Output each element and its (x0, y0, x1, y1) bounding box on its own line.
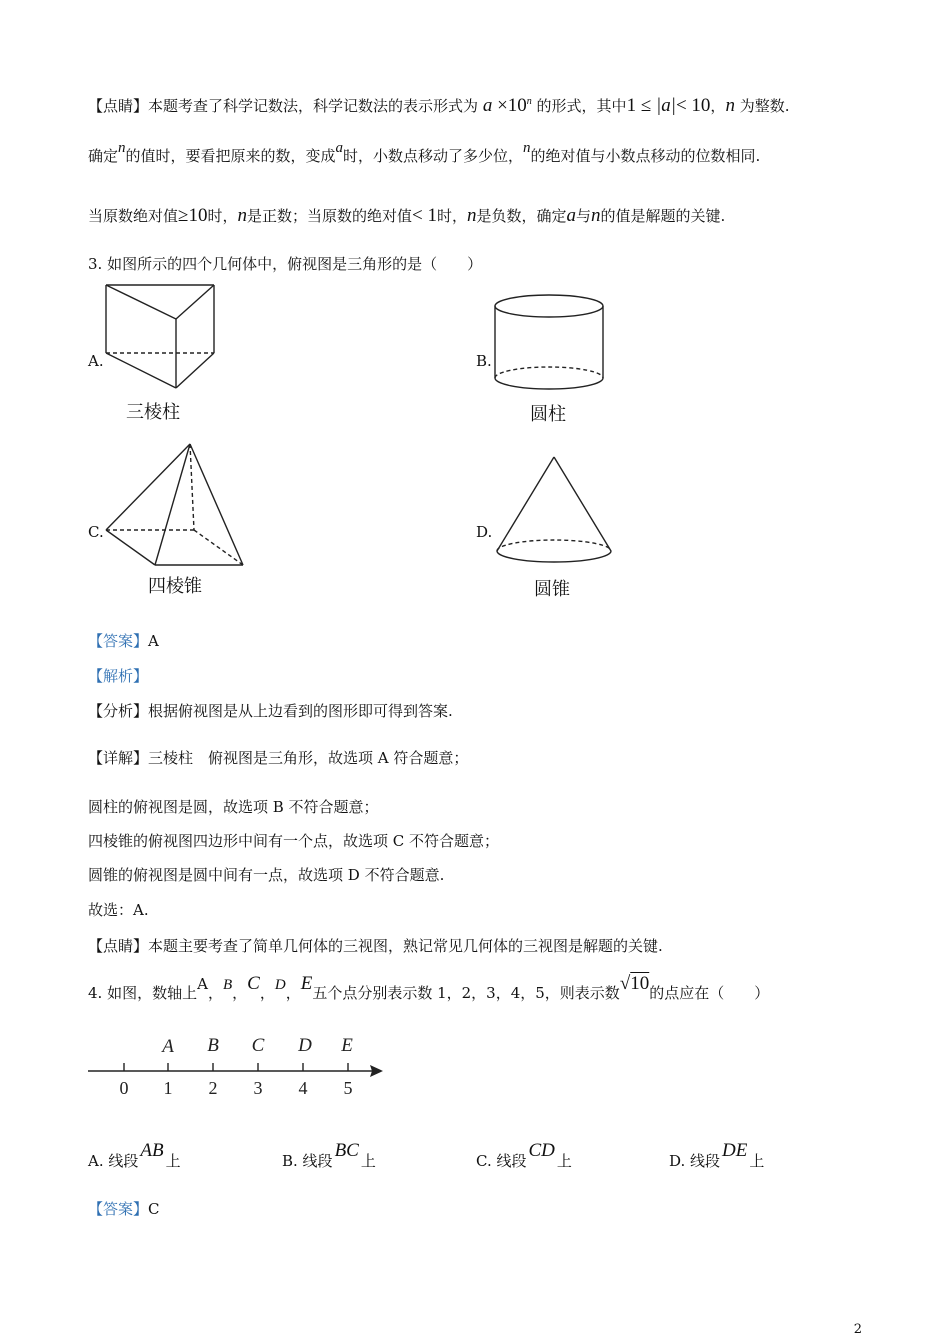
point-label-d: D (298, 1035, 312, 1056)
note-line-3: 当原数绝对值≥10时，n是正数；当原数的绝对值< 1时，n是负数，确定a与n的值是解题的关键. (88, 205, 726, 226)
tick-label-1: 1 (163, 1078, 173, 1098)
figure-c-caption: 四棱锥 (148, 576, 202, 597)
q3-choose: 故选：A. (88, 901, 149, 919)
figure-d-caption: 圆锥 (534, 579, 570, 600)
q3-xiangjie: 【详解】三棱柱 俯视图是三角形，故选项 A 符合题意； (88, 749, 469, 767)
q3-dianjing: 【点睛】本题主要考查了简单几何体的三视图，熟记常见几何体的三视图是解题的关键. (88, 937, 663, 955)
q3-analysis-tag: 【解析】 (88, 667, 149, 685)
figure-b-caption: 圆柱 (530, 404, 566, 425)
q4-option-b[interactable]: B. 线段 BC 上 (282, 1140, 376, 1170)
q3-stem: 3. 如图所示的四个几何体中，俯视图是三角形的是（ ） (88, 255, 483, 273)
point-label-e: E (341, 1035, 353, 1056)
q4-option-d[interactable]: D. 线段 DE 上 (669, 1140, 765, 1170)
figure-c-letter: C. (88, 523, 104, 541)
tick-label-3: 3 (253, 1078, 263, 1098)
page-number: 2 (853, 1322, 862, 1337)
tick-label-2: 2 (208, 1078, 218, 1098)
point-label-c: C (251, 1035, 265, 1056)
q3-fenxi: 【分析】根据俯视图是从上边看到的图形即可得到答案. (88, 702, 453, 720)
q4-stem: 4. 如图，数轴上A，B，C，D，E五个点分别表示数 1，2，3，4，5，则表示数√10的点应在（ ） (88, 973, 770, 1002)
q3-line-c: 四棱锥的俯视图四边形中间有一个点，故选项 C 不符合题意； (88, 832, 500, 850)
figure-a-letter: A. (88, 352, 104, 370)
q3-line-d: 圆锥的俯视图是圆中间有一点，故选项 D 不符合题意. (88, 866, 445, 884)
tick-label-4: 4 (298, 1078, 308, 1098)
note-line-1: 【点睛】本题考查了科学记数法，科学记数法的表示形式为 $a \times 10^n$ 的形式，其中1 ≤ |a|< 10，n 为整数. (88, 95, 790, 116)
figure-d-letter: D. (476, 523, 493, 541)
note-line-2: 确定n的值时，要看把原来的数，变成a时，小数点移动了多少位，n的绝对值与小数点移动的位数相同. (88, 140, 761, 165)
q3-line-b: 圆柱的俯视图是圆，故选项 B 不符合题意； (88, 798, 379, 816)
note-tag: 【点睛】 (88, 97, 149, 115)
sqrt-expression: √10 (619, 973, 650, 994)
q4-answer: 【答案】C (88, 1200, 160, 1218)
q3-answer: 【答案】A (88, 632, 159, 650)
q4-option-a[interactable]: A. 线段 AB 上 (88, 1140, 181, 1170)
tick-label-5: 5 (343, 1078, 353, 1098)
point-label-a: A (162, 1036, 174, 1057)
figure-a-caption: 三棱柱 (126, 402, 180, 423)
figure-b-letter: B. (476, 352, 492, 370)
point-label-b: B (207, 1035, 219, 1056)
tick-label-0: 0 (119, 1078, 129, 1098)
q4-option-c[interactable]: C. 线段 CD 上 (476, 1140, 572, 1170)
